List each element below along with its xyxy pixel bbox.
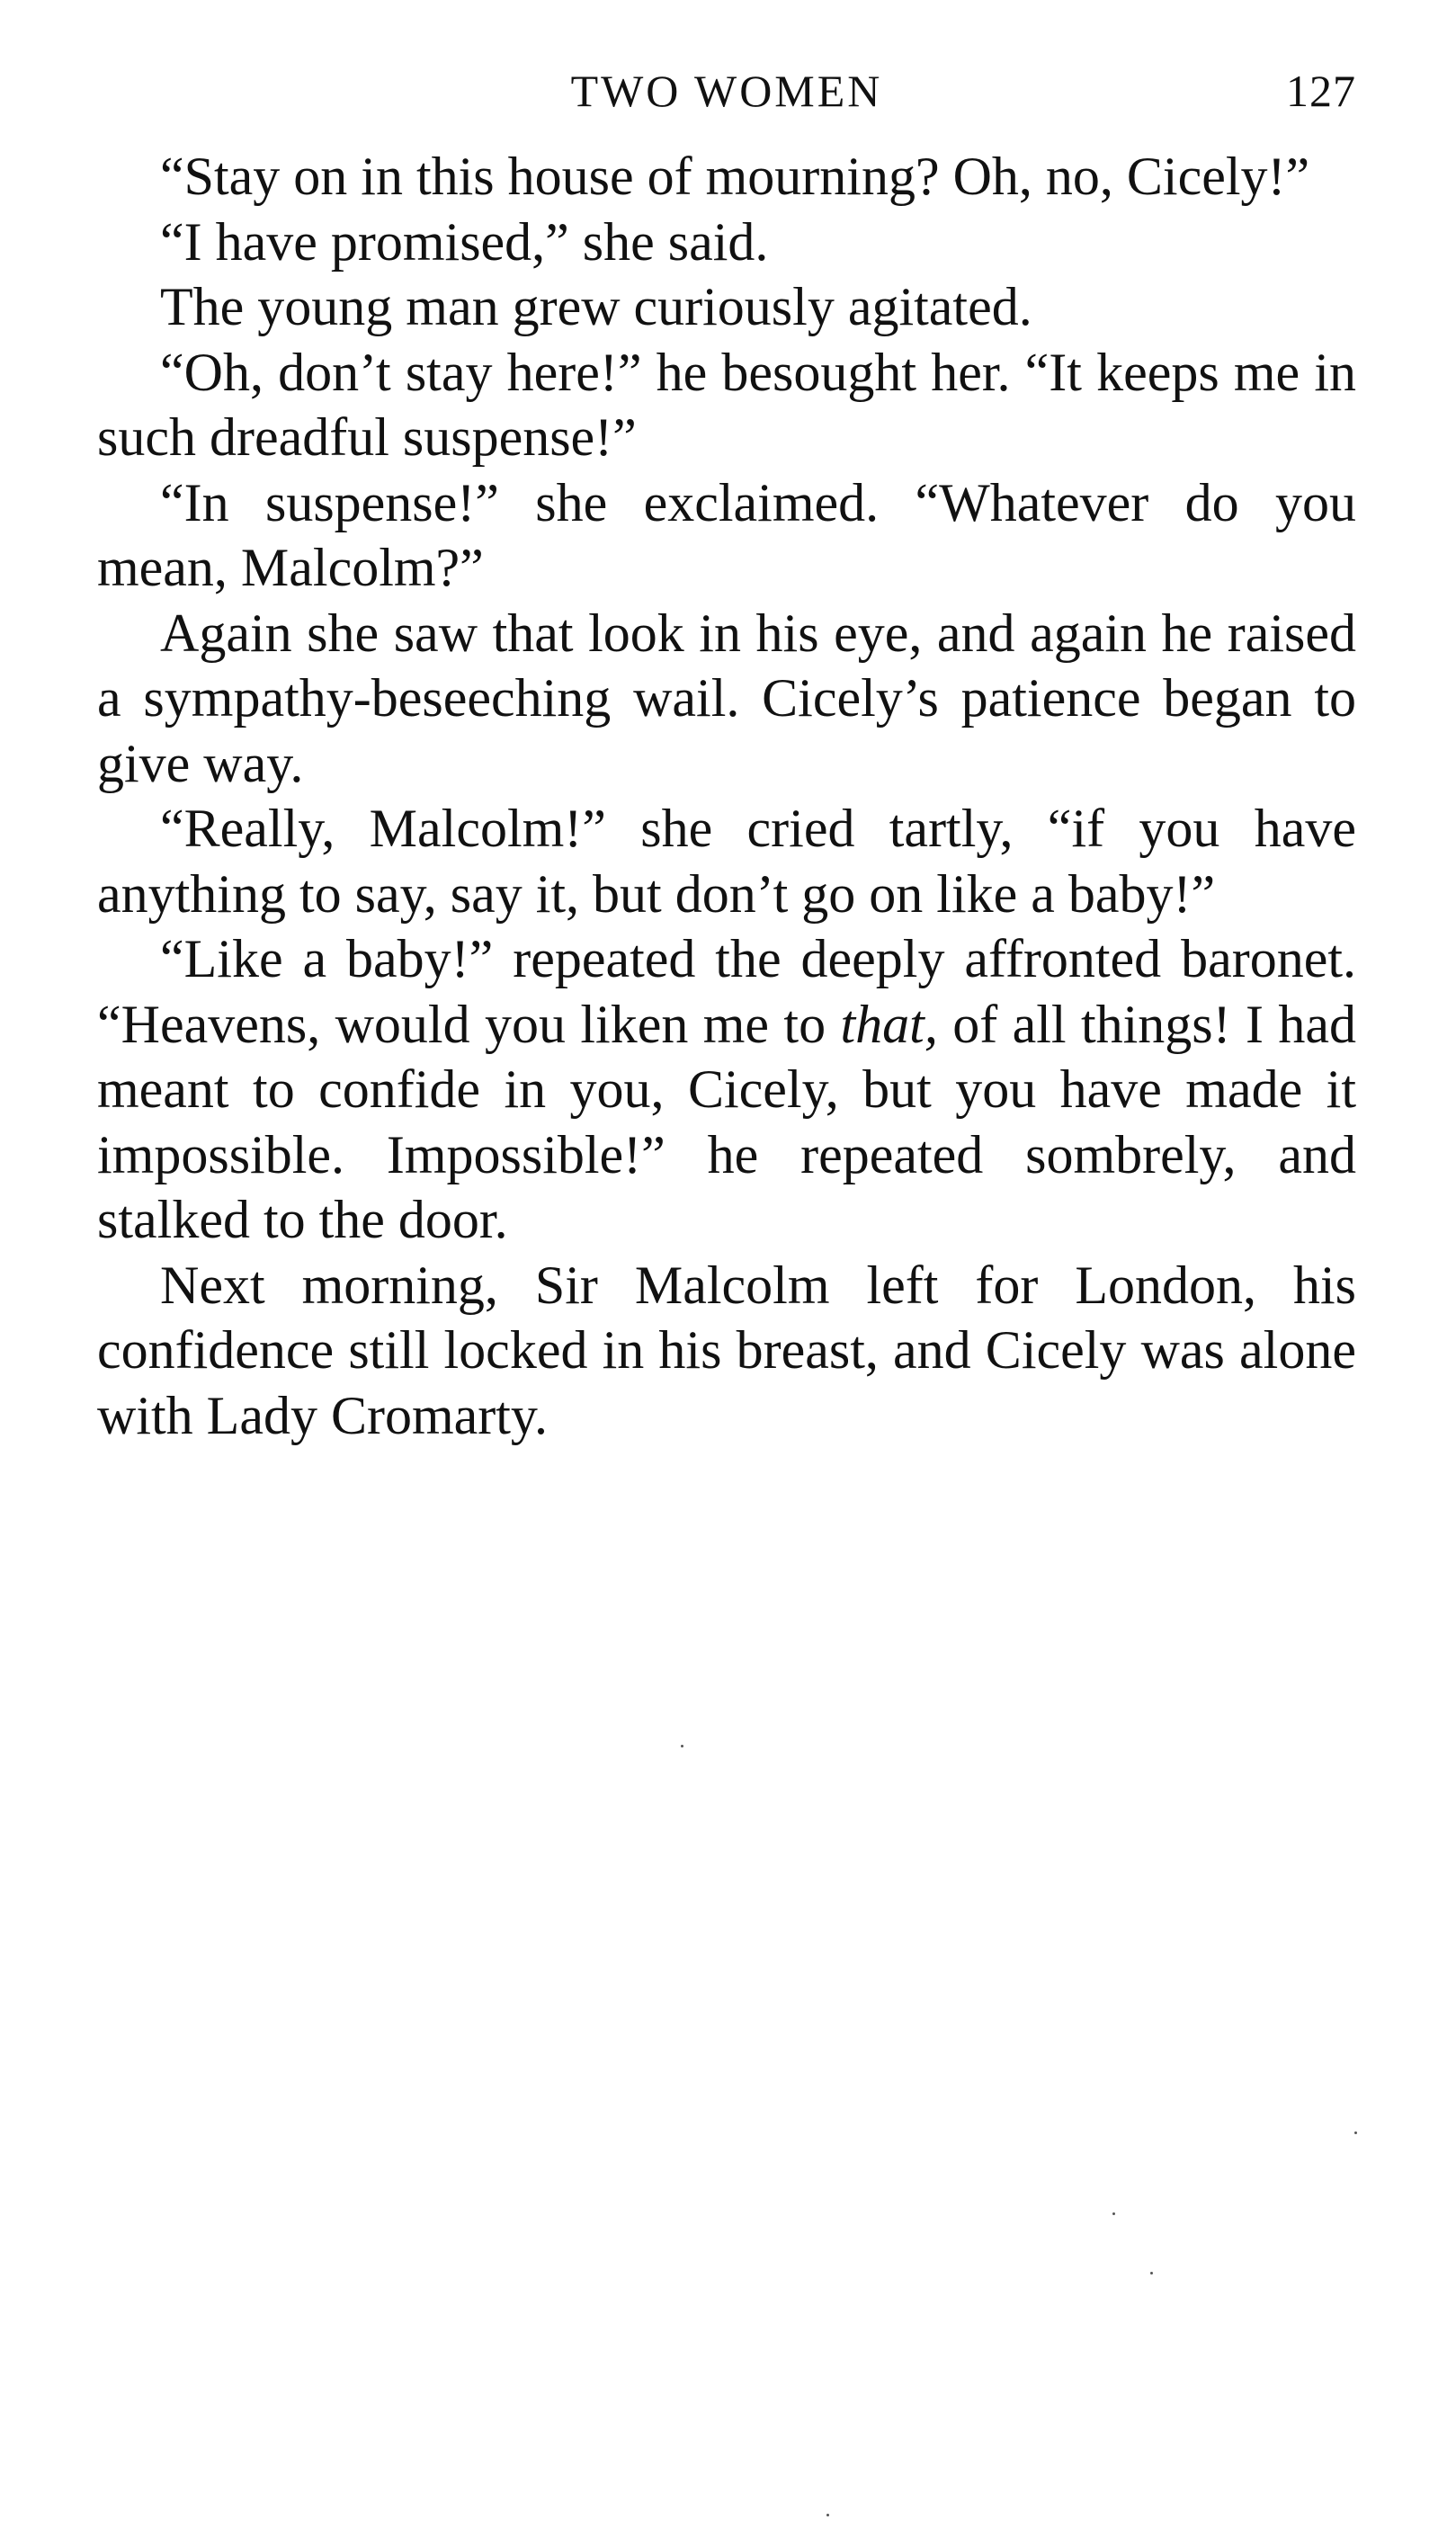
paragraph: Again she saw that look in his eye, and again he raised a sympathy-beseeching wail. Cicely’s patience began to give way.	[97, 603, 1356, 793]
scan-speck	[1112, 2212, 1115, 2215]
running-head	[97, 59, 1356, 122]
paragraph-text: of all things! I had meant to confide in you, Cicely, but you have made it impossible. Impossible!” he repeated sombrely, and stalked to the door.	[97, 994, 1356, 1249]
scan-speck	[1354, 2131, 1357, 2134]
page-number: 127	[1286, 66, 1356, 116]
paragraph: “Oh, don’t stay here!” he besought her. “It keeps me in such dreadful suspense!”	[97, 342, 1356, 467]
paragraph: The young man grew curiously agitated.	[160, 277, 1032, 336]
scan-speck	[681, 1745, 683, 1747]
paragraph: “I have promised,” she said.	[160, 211, 769, 272]
paragraph: “In suspense!” she exclaimed. “Whatever do you mean, Malcolm?”	[97, 472, 1356, 597]
paragraph-text: “Like a baby!” repeated the deeply affronted baronet. “Heavens, would you liken me to	[97, 929, 1356, 1054]
paragraph: “Really, Malcolm!” she cried tartly, “if you have anything to say, say it, but don’t go on like a baby!”	[97, 799, 1356, 924]
scan-speck	[1150, 2272, 1153, 2274]
paragraph	[97, 926, 1356, 1253]
body-text	[97, 144, 1356, 1448]
emphasized-word: that,	[840, 994, 938, 1054]
running-title: TWO WOMEN	[570, 66, 883, 116]
scan-speck	[826, 2514, 829, 2516]
paragraph: “Stay on in this house of mourning? Oh, no, Cicely!”	[160, 147, 1310, 206]
paragraph: Next morning, Sir Malcolm left for London, his confidence still locked in his breast, and Cicely was alone with Lady Cromarty.	[97, 1255, 1356, 1445]
